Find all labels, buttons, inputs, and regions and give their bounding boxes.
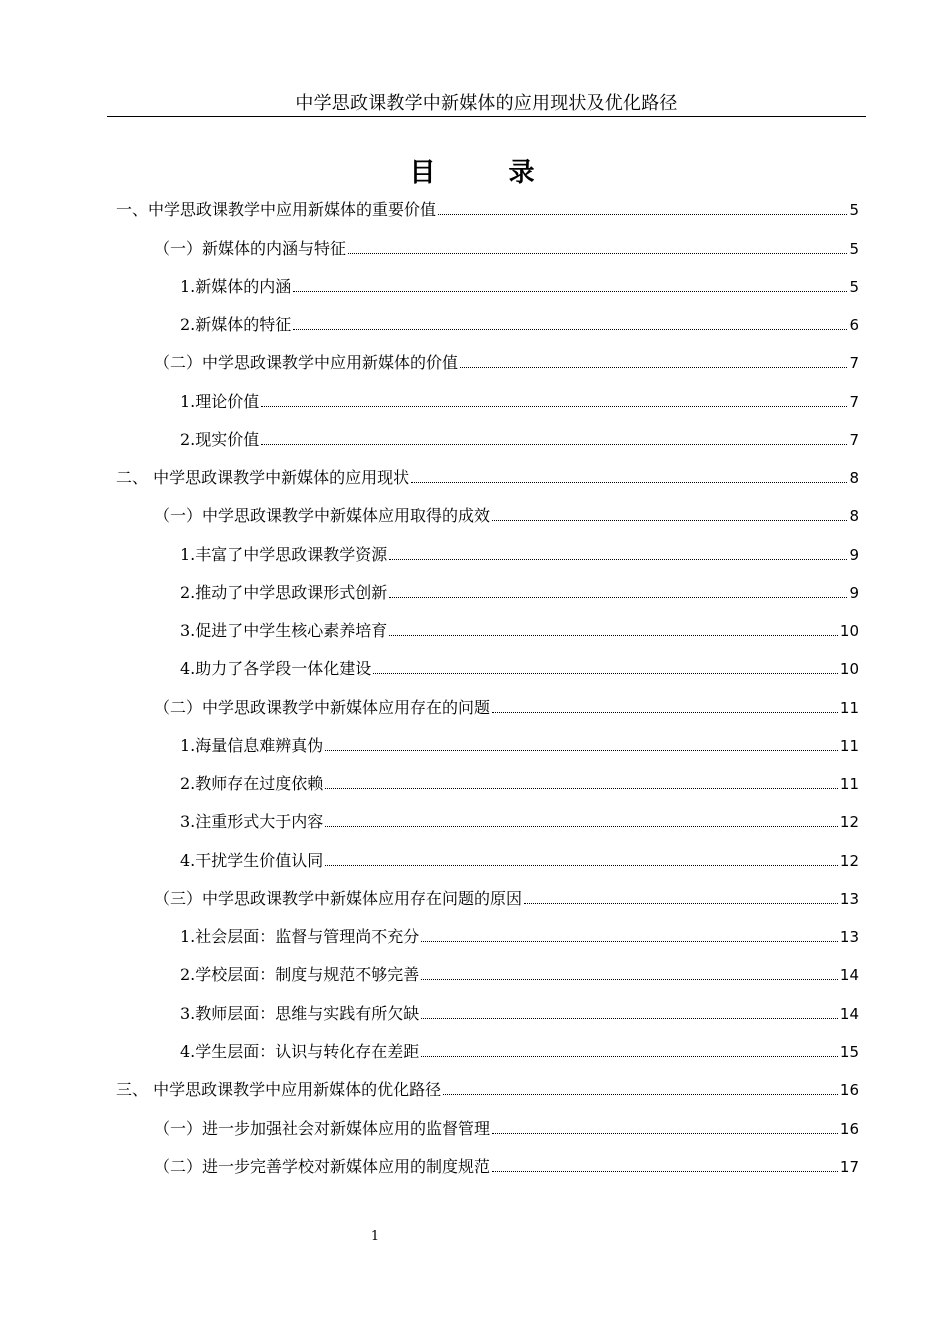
toc-entry[interactable] <box>116 465 859 491</box>
toc-entry[interactable] <box>180 656 859 682</box>
toc-page-number: 13 <box>839 928 859 946</box>
toc-page-number: 5 <box>849 201 859 219</box>
toc-entry-text: 1.丰富了中学思政课教学资源 <box>180 545 388 564</box>
toc-page-number: 11 <box>839 737 859 755</box>
toc-dot-leader <box>443 1094 838 1095</box>
toc-page-number: 7 <box>849 354 859 372</box>
toc-dot-leader <box>325 826 838 827</box>
toc-entry-text: （一）进一步加强社会对新媒体应用的监督管理 <box>154 1119 491 1138</box>
toc-entry-text: 2.教师存在过度依赖 <box>180 774 324 793</box>
toc-entry[interactable] <box>180 274 859 300</box>
toc-dot-leader <box>421 941 838 942</box>
toc-entry-text: 3.促进了中学生核心素养培育 <box>180 621 388 640</box>
toc-page-number: 14 <box>839 966 859 984</box>
toc-dot-leader <box>492 712 838 713</box>
toc-dot-leader <box>389 635 838 636</box>
toc-dot-leader <box>261 406 847 407</box>
toc-dot-leader <box>261 444 847 445</box>
toc-page-number: 7 <box>849 431 859 449</box>
toc-dot-leader <box>411 482 847 483</box>
toc-dot-leader <box>421 1056 838 1057</box>
toc-page-number: 11 <box>839 699 859 717</box>
toc-dot-leader <box>492 1171 838 1172</box>
toc-entry[interactable] <box>180 542 859 568</box>
toc-page-number: 9 <box>849 584 859 602</box>
toc-entry[interactable] <box>180 771 859 797</box>
toc-entry-text: 4.干扰学生价值认同 <box>180 851 324 870</box>
toc-entry[interactable] <box>180 427 859 453</box>
toc-entry-text: 1.海量信息难辨真伪 <box>180 736 324 755</box>
toc-page-number: 6 <box>849 316 859 334</box>
toc-entry[interactable] <box>180 924 859 950</box>
toc-entry[interactable] <box>180 1039 859 1065</box>
toc-entry[interactable] <box>154 886 859 912</box>
toc-entry-text: （三）中学思政课教学中新媒体应用存在问题的原因 <box>154 889 523 908</box>
toc-dot-leader <box>293 329 847 330</box>
toc-entry-text: 1.理论价值 <box>180 392 260 411</box>
toc-dot-leader <box>492 1133 838 1134</box>
toc-page-number: 17 <box>839 1158 859 1176</box>
toc-dot-leader <box>524 903 838 904</box>
toc-dot-leader <box>438 214 847 215</box>
toc-entry-text: 1.社会层面：监督与管理尚不充分 <box>180 927 420 946</box>
toc-entry-text: 2.现实价值 <box>180 430 260 449</box>
toc-page-number: 9 <box>849 546 859 564</box>
toc-dot-leader <box>325 750 838 751</box>
toc-entry-text: 2.学校层面：制度与规范不够完善 <box>180 965 420 984</box>
toc-dot-leader <box>325 788 838 789</box>
toc-entry-text: 2.推动了中学思政课形式创新 <box>180 583 388 602</box>
toc-entry-text: 4.学生层面：认识与转化存在差距 <box>180 1042 420 1061</box>
toc-entry-text: （一）中学思政课教学中新媒体应用取得的成效 <box>154 506 491 525</box>
toc-entry[interactable] <box>116 197 859 223</box>
toc-entry[interactable] <box>180 848 859 874</box>
toc-page-number: 12 <box>839 813 859 831</box>
toc-entry[interactable] <box>180 312 859 338</box>
toc-page-number: 5 <box>849 240 859 258</box>
toc-page-number: 10 <box>839 622 859 640</box>
running-header: 中学思政课教学中新媒体的应用现状及优化路径 <box>295 93 678 114</box>
toc-title: 目 录 <box>409 158 567 188</box>
toc-dot-leader <box>373 673 838 674</box>
toc-dot-leader <box>389 597 847 598</box>
toc-entry[interactable] <box>180 580 859 606</box>
toc-entry-text: 3.注重形式大于内容 <box>180 812 324 831</box>
toc-page-number: 7 <box>849 393 859 411</box>
toc-page-number: 12 <box>839 852 859 870</box>
toc-entry[interactable] <box>180 389 859 415</box>
toc-entry-text: 2.新媒体的特征 <box>180 315 292 334</box>
toc-entry-text: 1.新媒体的内涵 <box>180 277 292 296</box>
toc-page-number: 11 <box>839 775 859 793</box>
toc-entry[interactable] <box>180 962 859 988</box>
toc-entry[interactable] <box>180 1001 859 1027</box>
toc-entry[interactable] <box>154 1154 859 1180</box>
toc-page-number: 8 <box>849 507 859 525</box>
toc-dot-leader <box>421 979 838 980</box>
toc-entry[interactable] <box>154 236 859 262</box>
toc-dot-leader <box>492 520 847 521</box>
toc-dot-leader <box>389 559 847 560</box>
footer-page-number: 1 <box>370 1229 380 1244</box>
toc-entry-text: 一、中学思政课教学中应用新媒体的重要价值 <box>116 200 437 219</box>
toc-entry-text: （二）中学思政课教学中新媒体应用存在的问题 <box>154 698 491 717</box>
toc-entry[interactable] <box>116 1077 859 1103</box>
toc-entry-text: 4.助力了各学段一体化建设 <box>180 659 372 678</box>
toc-entry[interactable] <box>180 809 859 835</box>
toc-page-number: 8 <box>849 469 859 487</box>
toc-page-number: 10 <box>839 660 859 678</box>
toc-entry-text: 三、 中学思政课教学中应用新媒体的优化路径 <box>116 1080 442 1099</box>
toc-entry-text: （一）新媒体的内涵与特征 <box>154 239 347 258</box>
toc-page-number: 15 <box>839 1043 859 1061</box>
toc-entry-text: 二、 中学思政课教学中新媒体的应用现状 <box>116 468 410 487</box>
toc-entry[interactable] <box>154 695 859 721</box>
toc-dot-leader <box>460 367 847 368</box>
toc-page-number: 16 <box>839 1120 859 1138</box>
toc-entry[interactable] <box>180 733 859 759</box>
toc-dot-leader <box>325 865 838 866</box>
toc-entry[interactable] <box>154 350 859 376</box>
toc-page-number: 5 <box>849 278 859 296</box>
toc-entry-text: （二）进一步完善学校对新媒体应用的制度规范 <box>154 1157 491 1176</box>
toc-entry-text: 3.教师层面：思维与实践有所欠缺 <box>180 1004 420 1023</box>
toc-entry-text: （二）中学思政课教学中应用新媒体的价值 <box>154 353 459 372</box>
toc-entry[interactable] <box>180 618 859 644</box>
toc-page-number: 13 <box>839 890 859 908</box>
toc-entry[interactable] <box>154 1116 859 1142</box>
toc-page-number: 16 <box>839 1081 859 1099</box>
toc-page-number: 14 <box>839 1005 859 1023</box>
toc-dot-leader <box>293 291 847 292</box>
toc-dot-leader <box>421 1018 838 1019</box>
toc-dot-leader <box>348 253 847 254</box>
toc-entry[interactable] <box>154 503 859 529</box>
